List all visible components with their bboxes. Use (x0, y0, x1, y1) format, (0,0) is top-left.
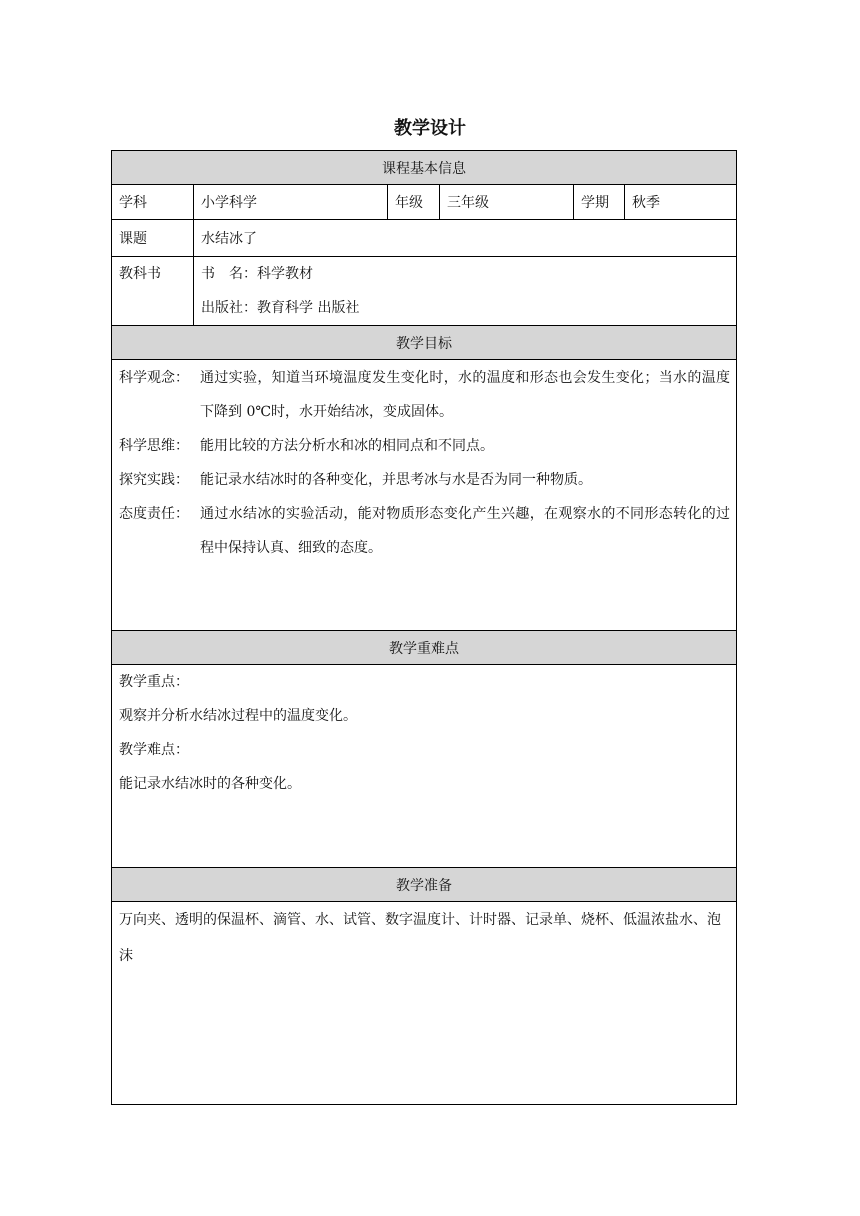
objective-label: 态度责任： (119, 506, 189, 522)
textbook-name: 书 名：科学教材 (201, 266, 313, 282)
difficult-point-label: 教学难点： (119, 742, 189, 758)
objective-text: 能记录水结冰时的各种变化，并思考冰与水是否为同一种物质。 (200, 472, 592, 488)
topic-label: 课题 (112, 220, 194, 257)
objective-text: 通过实验，知道当环境温度发生变化时，水的温度和形态也会发生变化；当水的温度下降到 0℃时，水开始结冰，变成固体。 (200, 370, 731, 420)
lesson-plan-table (111, 150, 737, 1105)
textbook-label (112, 257, 194, 326)
objective-label: 科学观念： (119, 370, 189, 386)
objective-item (119, 361, 736, 429)
key-point-label: 教学重点： (119, 674, 189, 690)
objective-text: 通过水结冰的实验活动，能对物质形态变化产生兴趣，在观察水的不同形态转化的过程中保持认真、细致的态度。 (200, 506, 731, 556)
grade-value: 三年级 (440, 185, 574, 220)
objectives-header: 教学目标 (112, 326, 737, 360)
grade-label: 年级 (388, 185, 440, 220)
objective-label: 科学思维： (119, 438, 189, 454)
objective-item (119, 429, 736, 463)
key-points-content (112, 665, 737, 868)
textbook-publisher: 出版社：教育科学 出版社 (201, 300, 360, 316)
subject-label: 学科 (112, 185, 194, 220)
preparation-text: 万向夹、透明的保温杯、滴管、水、试管、数字温度计、计时器、记录单、烧杯、低温浓盐水、泡沫 (119, 912, 721, 964)
term-label: 学期 (574, 185, 625, 220)
objectives-content (112, 360, 737, 631)
textbook-details (194, 257, 737, 326)
objective-item (119, 463, 736, 497)
preparation-content (112, 902, 737, 1105)
key-point-text: 观察并分析水结冰过程中的温度变化。 (119, 708, 357, 724)
difficult-point-text: 能记录水结冰时的各种变化。 (119, 776, 301, 792)
term-value: 秋季 (625, 185, 737, 220)
objective-item (119, 497, 736, 565)
topic-value: 水结冰了 (194, 220, 737, 257)
subject-value: 小学科学 (194, 185, 388, 220)
key-points-header: 教学重难点 (112, 631, 737, 665)
textbook-label-text: 教科书 (119, 266, 161, 282)
preparation-header: 教学准备 (112, 868, 737, 902)
objective-label: 探究实践： (119, 472, 189, 488)
document-title: 教学设计 (394, 118, 466, 139)
basic-info-header: 课程基本信息 (112, 151, 737, 185)
objective-text: 能用比较的方法分析水和冰的相同点和不同点。 (200, 438, 494, 454)
